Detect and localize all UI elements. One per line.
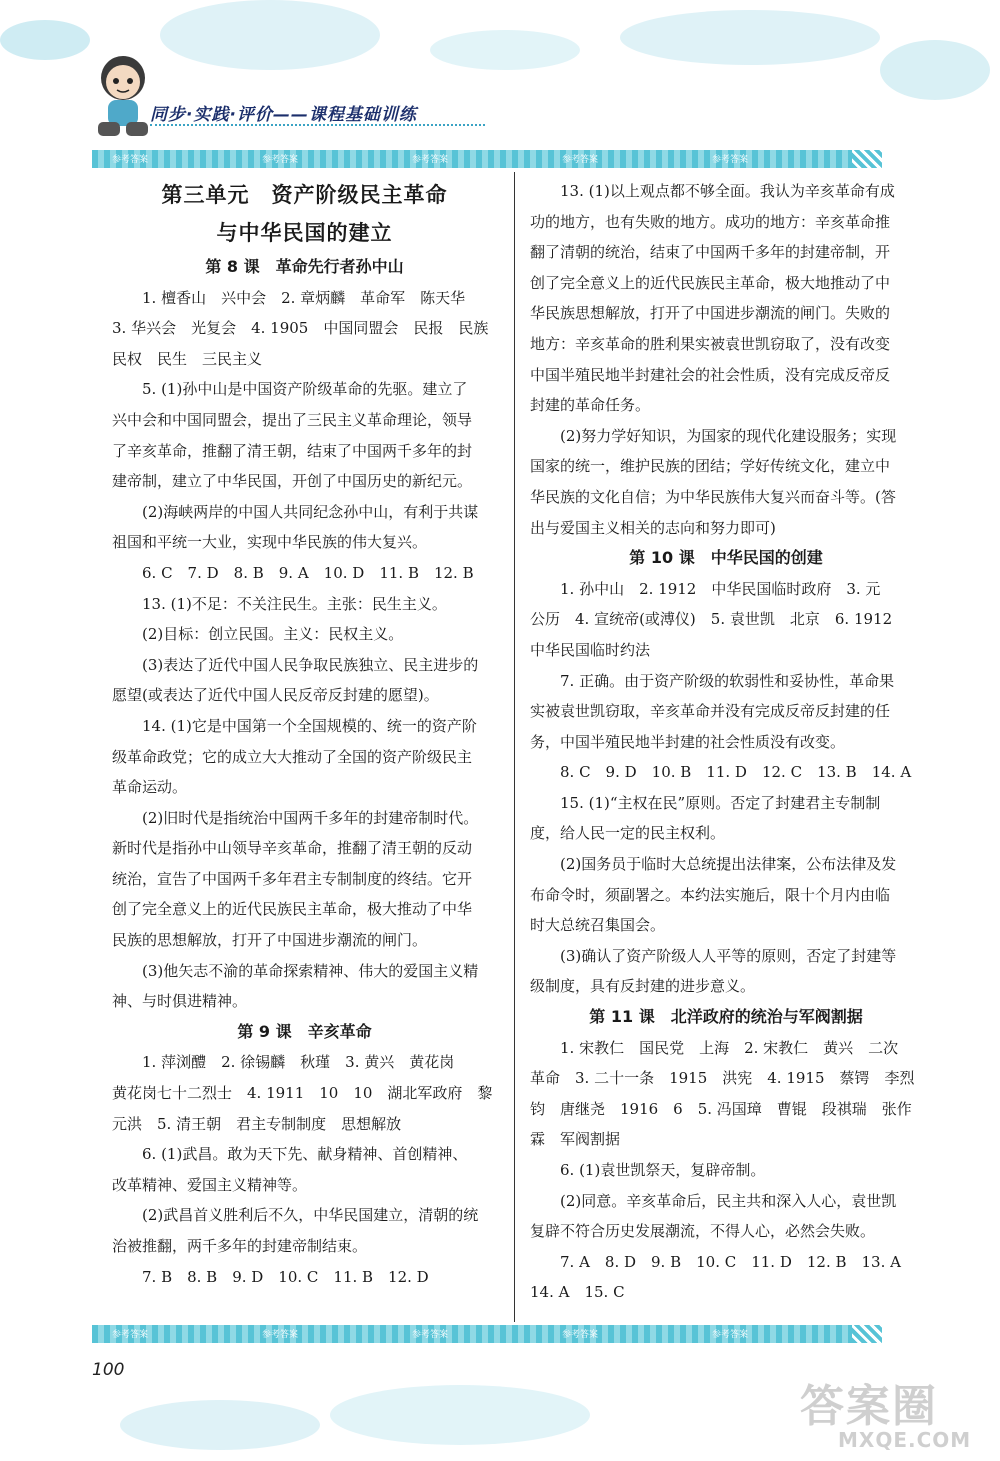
answer-line: 霖 军阀割据 — [530, 1130, 621, 1149]
answer-line: 5. (1)孙中山是中国资产阶级革命的先驱。建立了 — [142, 380, 468, 399]
answer-line: (3)表达了近代中国人民争取民族独立、民主进步的 — [142, 655, 479, 674]
answer-line: 7. B 8. B 9. D 10. C 11. B 12. D — [142, 1267, 429, 1286]
answer-line: 复辟不符合历史发展潮流，不得人心，必然会失败。 — [530, 1222, 876, 1241]
answer-line: 华民族思想解放，打开了中国进步潮流的闸门。失败的 — [530, 304, 891, 323]
band-tag: 参考答案 — [562, 1330, 599, 1340]
lesson-9-answers — [112, 1047, 497, 1292]
column-divider — [514, 172, 515, 1322]
unit-title: 与中华民国的建立 — [216, 221, 393, 245]
answer-line: 元洪 5. 清王朝 君主专制制度 思想解放 — [112, 1114, 402, 1133]
answer-line: 华民族的文化自信；为中华民族伟大复兴而奋斗等。(答 — [530, 487, 896, 506]
band-tag: 参考答案 — [112, 1330, 149, 1340]
answer-line: 1. 萍浏醴 2. 徐锡麟 秋瑾 3. 黄兴 黄花岗 — [142, 1053, 455, 1072]
lesson-8-answers — [112, 283, 497, 1017]
lesson-9-title: 第 9 课 辛亥革命 — [237, 1021, 372, 1041]
answer-line: 度，给人民一定的民主权利。 — [530, 824, 726, 843]
unit-title: 第三单元 资产阶级民主革命 — [161, 183, 448, 207]
answer-line: 国家的统一，维护民族的团结；学好传统文化，建立中 — [530, 457, 891, 476]
answer-line: 1. 宋教仁 国民党 上海 2. 宋教仁 黄兴 二次 — [560, 1038, 899, 1057]
band-tag: 参考答案 — [712, 155, 749, 165]
band-tag: 参考答案 — [562, 155, 599, 165]
answer-line: 14. (1)它是中国第一个全国规模的、统一的资产阶 — [142, 716, 477, 735]
answer-line: (2)旧时代是指统治中国两千多年的封建帝制时代。 — [142, 808, 479, 827]
answer-line: 1. 孙中山 2. 1912 中华民国临时政府 3. 元 — [560, 579, 881, 598]
answer-line: 3. 华兴会 光复会 4. 1905 中国同盟会 民报 民族 — [112, 319, 489, 338]
answer-line: 布命令时，须副署之。本约法实施后，限十个月内由临 — [530, 885, 891, 904]
answer-line: 级革命政党；它的成立大大推动了全国的资产阶级民主 — [112, 747, 473, 766]
lesson-10-title: 第 10 课 中华民国的创建 — [629, 548, 823, 568]
band-tag: 参考答案 — [112, 155, 149, 165]
answer-line: 愿望(或表达了近代中国人民反帝反封建的愿望)。 — [112, 686, 439, 705]
answer-line: 封建的革命任务。 — [530, 396, 651, 415]
answer-line: 创了完全意义上的近代民族民主革命，极大推动了中华 — [112, 900, 473, 919]
answer-line: 民族的思想解放，打开了中国进步潮流的闸门。 — [112, 931, 428, 950]
answer-line: 1. 檀香山 兴中会 2. 章炳麟 革命军 陈天华 — [142, 288, 466, 307]
cartoon-boy-icon — [92, 52, 154, 144]
lesson-11-title: 第 11 课 北洋政府的统治与军阀割据 — [589, 1007, 863, 1027]
watermark-url: MXQE.COM — [838, 1428, 972, 1452]
band-end-stripes — [852, 1325, 882, 1343]
answer-line: 15. (1)“主权在民”原则。否定了封建君主专制制 — [560, 793, 881, 812]
answer-line: 改革精神、爱国主义精神等。 — [112, 1175, 308, 1194]
answer-line: 时大总统召集国会。 — [530, 916, 666, 935]
band-tag: 参考答案 — [262, 1330, 299, 1340]
band-tag: 参考答案 — [262, 155, 299, 165]
series-title: 同步·实践·评价——课程基础训练 — [150, 105, 417, 125]
answer-line: 建帝制，建立了中华民国，开创了中国历史的新纪元。 — [112, 472, 473, 491]
answer-line: 神、与时俱进精神。 — [112, 992, 248, 1011]
answer-line: 7. A 8. D 9. B 10. C 11. D 12. B 13. A — [560, 1252, 901, 1271]
left-column — [112, 176, 497, 1292]
answer-line: 革命 3. 二十一条 1915 洪宪 4. 1915 蔡锷 李烈 — [530, 1069, 915, 1088]
answer-line: 务，中国半殖民地半封建的社会性质没有改变。 — [530, 732, 846, 751]
answer-line: 功的地方，也有失败的地方。成功的地方：辛亥革命推 — [530, 212, 891, 231]
answer-line: 民权 民生 三民主义 — [112, 349, 263, 368]
answer-line: 钧 唐继尧 1916 6 5. 冯国璋 曹锟 段祺瑞 张作 — [530, 1099, 912, 1118]
answer-line: 14. A 15. C — [530, 1283, 625, 1302]
answer-line: (2)海峡两岸的中国人共同纪念孙中山，有利于共谋 — [142, 502, 479, 521]
band-tag: 参考答案 — [412, 1330, 449, 1340]
answer-line: 级制度，具有反封建的进步意义。 — [530, 977, 756, 996]
answer-line: 出与爱国主义相关的志向和努力即可) — [530, 518, 776, 537]
answer-line: 祖国和平统一大业，实现中华民族的伟大复兴。 — [112, 533, 428, 552]
lesson-10-answers — [530, 574, 922, 1002]
answer-line: 新时代是指孙中山领导辛亥革命，推翻了清王朝的反动 — [112, 839, 473, 858]
answer-line: (2)国务员于临时大总统提出法律案，公布法律及发 — [560, 855, 897, 874]
answer-line: 地方：辛亥革命的胜利果实被袁世凯窃取了，没有改变 — [530, 334, 891, 353]
answer-line: 黄花岗七十二烈士 4. 1911 10 10 湖北军政府 黎 — [112, 1084, 493, 1103]
answer-line: 革命运动。 — [112, 778, 188, 797]
band-end-stripes — [852, 150, 882, 168]
answer-band-bottom — [92, 1325, 852, 1343]
lesson-11-answers — [530, 1033, 922, 1308]
watermark-logo: 答案圈 — [800, 1381, 938, 1432]
answer-line: 治被推翻，两千多年的封建帝制结束。 — [112, 1237, 368, 1255]
answer-line: 创了完全意义上的近代民族民主革命，极大地推动了中 — [530, 273, 891, 292]
band-tag: 参考答案 — [712, 1330, 749, 1340]
answer-line: 8. C 9. D 10. B 11. D 12. C 13. B 14. A — [560, 763, 912, 782]
answer-band-top — [92, 150, 852, 168]
answer-line: (3)他矢志不渝的革命探索精神、伟大的爱国主义精 — [142, 961, 479, 980]
answer-line: 6. (1)武昌。敢为天下先、献身精神、首创精神、 — [142, 1145, 468, 1164]
right-column — [530, 176, 922, 1308]
header-underline — [150, 124, 485, 126]
answer-line: 统治，宣告了中国两千多年君主专制制度的终结。它开 — [112, 869, 473, 888]
answer-line: 中国半殖民地半封建社会的社会性质，没有完成反帝反 — [530, 365, 891, 384]
answer-line: 6. (1)袁世凯祭天，复辟帝制。 — [560, 1161, 766, 1179]
page-number: 100 — [92, 1360, 125, 1380]
answer-line: 实被袁世凯窃取，辛亥革命并没有完成反帝反封建的任 — [530, 702, 891, 721]
answer-line: 13. (1)不足：不关注民生。主张：民生主义。 — [142, 594, 447, 613]
answer-line: 公历 4. 宣统帝(或溥仪) 5. 袁世凯 北京 6. 1912 — [530, 610, 893, 629]
answer-line: 中华民国临时约法 — [530, 640, 651, 659]
answer-line: 兴中会和中国同盟会，提出了三民主义革命理论，领导 — [112, 410, 473, 429]
answer-line: (2)武昌首义胜利后不久，中华民国建立，清朝的统 — [142, 1206, 479, 1225]
answer-line: 翻了清朝的统治，结束了中国两千多年的封建帝制，开 — [530, 243, 891, 262]
answer-line: (3)确认了资产阶级人人平等的原则，否定了封建等 — [560, 946, 897, 965]
answer-line: (2)目标：创立民国。主义：民权主义。 — [142, 625, 404, 644]
answer-line: (2)同意。辛亥革命后，民主共和深入人心，袁世凯 — [560, 1191, 897, 1210]
answer-line: 7. 正确。由于资产阶级的软弱性和妥协性，革命果 — [560, 671, 895, 690]
lesson-9-answers-continued — [530, 176, 922, 543]
answer-line: (2)努力学好知识，为国家的现代化建设服务；实现 — [560, 426, 897, 445]
lesson-8-title: 第 8 课 革命先行者孙中山 — [205, 257, 404, 276]
answer-line: 6. C 7. D 8. B 9. A 10. D 11. B 12. B — [142, 563, 474, 582]
answer-line: 13. (1)以上观点都不够全面。我认为辛亥革命有成 — [560, 182, 895, 200]
band-tag: 参考答案 — [412, 155, 449, 165]
answer-line: 了辛亥革命，推翻了清王朝，结束了中国两千多年的封 — [112, 441, 473, 460]
